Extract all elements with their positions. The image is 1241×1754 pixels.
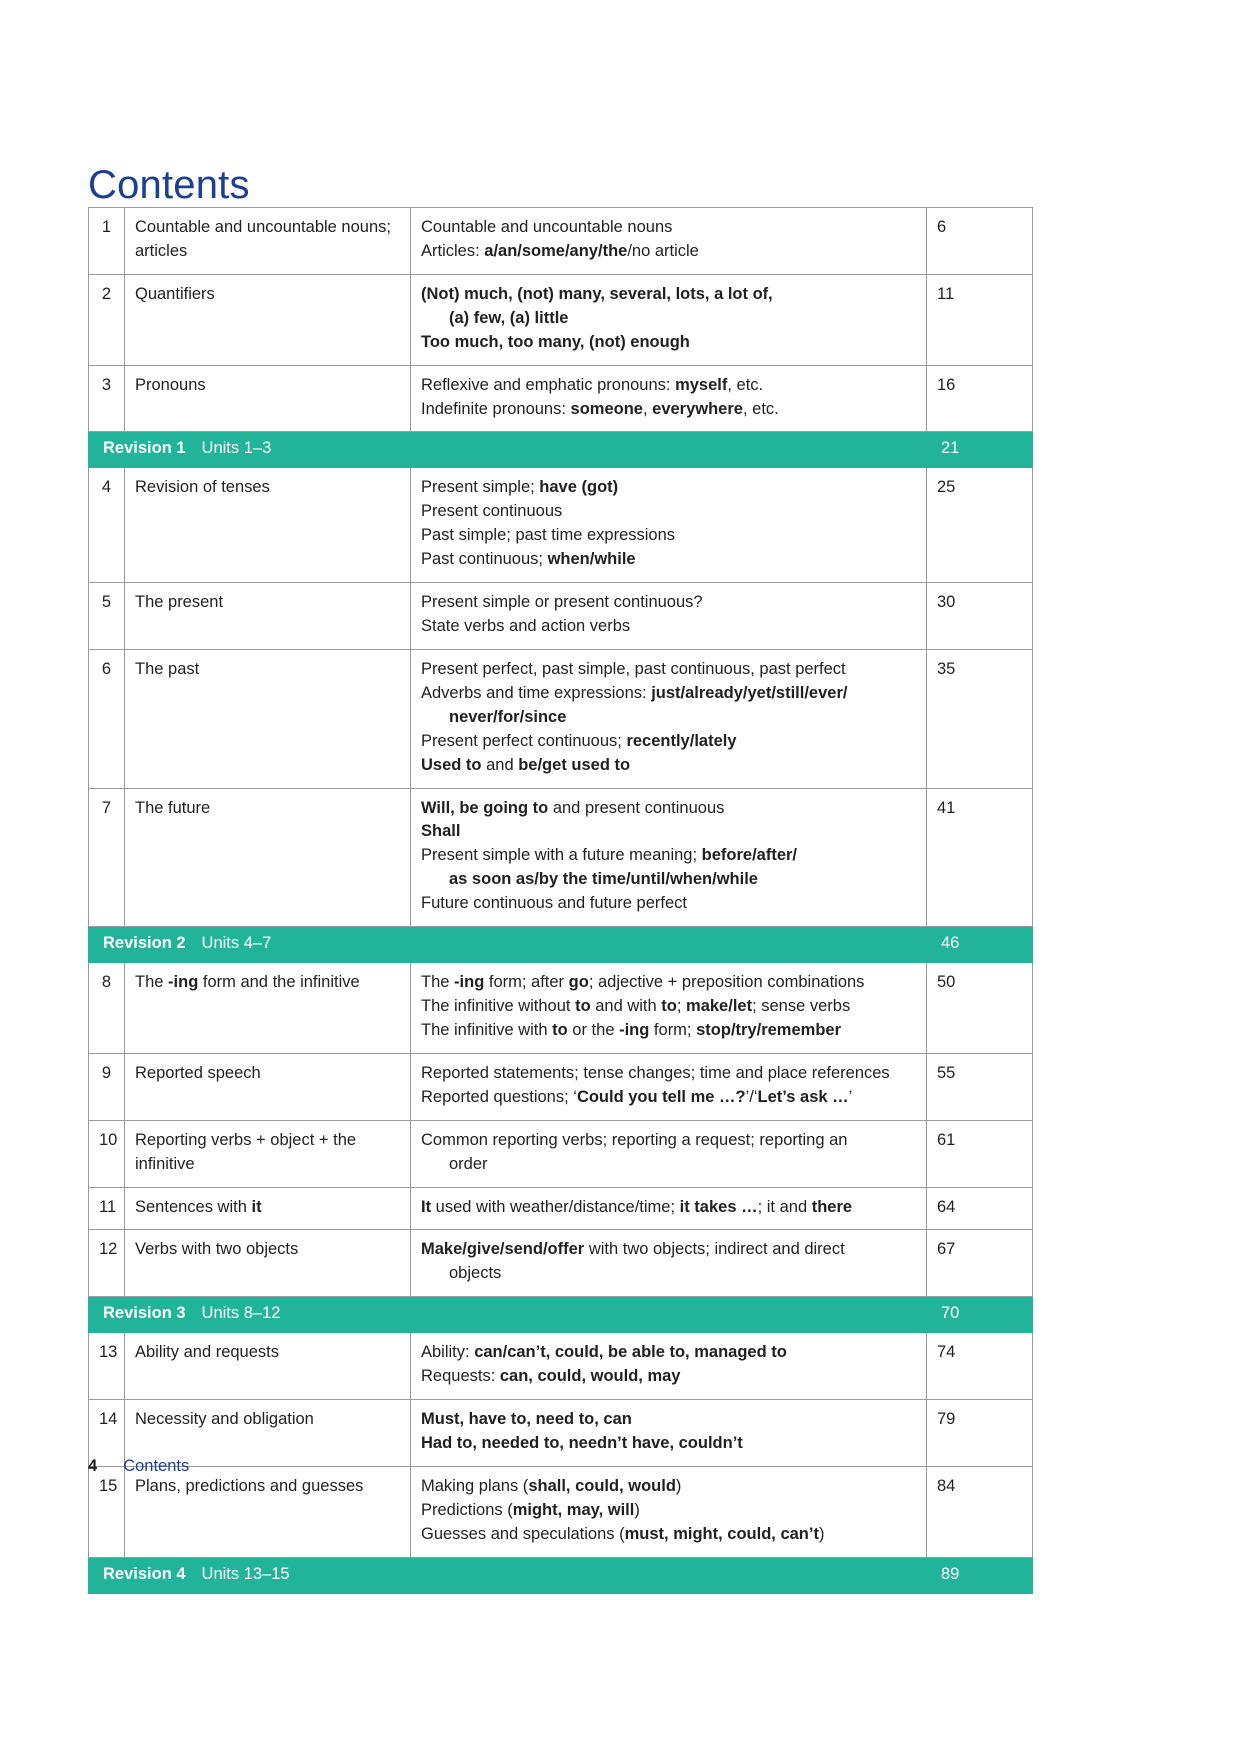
- unit-number: 12: [89, 1230, 125, 1297]
- contents-table: [88, 207, 1033, 1594]
- unit-row: [89, 274, 1033, 365]
- contents-table-body: [89, 208, 1033, 1594]
- unit-row: [89, 1230, 1033, 1297]
- unit-page-number: 16: [927, 365, 1033, 432]
- unit-number: 2: [89, 274, 125, 365]
- unit-row: [89, 365, 1033, 432]
- unit-topic: Reporting verbs + object + the infinitive: [125, 1120, 411, 1187]
- unit-description: Present perfect, past simple, past continuous, past perfect Adverbs and time expressions: just/already/yet/still/ever/ never/for/since Present perfect continuous; recently/lately Used to and be/get used to: [411, 649, 927, 788]
- unit-page-number: 30: [927, 583, 1033, 650]
- revision-spacer: [411, 927, 927, 963]
- unit-row: [89, 649, 1033, 788]
- unit-topic: The future: [125, 788, 411, 927]
- unit-row: [89, 468, 1033, 583]
- unit-page-number: 55: [927, 1053, 1033, 1120]
- unit-number: 4: [89, 468, 125, 583]
- unit-row: [89, 1400, 1033, 1467]
- revision-label: [89, 1557, 411, 1593]
- unit-description: Present simple or present continuous? State verbs and action verbs: [411, 583, 927, 650]
- revision-spacer: [411, 1297, 927, 1333]
- unit-page-number: 74: [927, 1333, 1033, 1400]
- unit-number: 13: [89, 1333, 125, 1400]
- unit-page-number: 67: [927, 1230, 1033, 1297]
- footer-label: Contents: [123, 1457, 190, 1475]
- revision-label: [89, 432, 411, 468]
- unit-topic: Quantifiers: [125, 274, 411, 365]
- revision-page-number: 89: [927, 1557, 1033, 1593]
- unit-description: It used with weather/distance/time; it takes …; it and there: [411, 1187, 927, 1230]
- unit-row: [89, 963, 1033, 1054]
- unit-page-number: 84: [927, 1466, 1033, 1557]
- unit-description: Reflexive and emphatic pronouns: myself, etc. Indefinite pronouns: someone, everywhere, etc.: [411, 365, 927, 432]
- unit-topic: The -ing form and the infinitive: [125, 963, 411, 1054]
- unit-description: Common reporting verbs; reporting a request; reporting an order: [411, 1120, 927, 1187]
- unit-number: 1: [89, 208, 125, 275]
- revision-page-number: 46: [927, 927, 1033, 963]
- unit-description: Must, have to, need to, can Had to, needed to, needn’t have, couldn’t: [411, 1400, 927, 1467]
- revision-page-number: 21: [927, 432, 1033, 468]
- unit-row: [89, 1120, 1033, 1187]
- unit-topic: Pronouns: [125, 365, 411, 432]
- unit-page-number: 41: [927, 788, 1033, 927]
- unit-topic: Reported speech: [125, 1053, 411, 1120]
- unit-topic: Revision of tenses: [125, 468, 411, 583]
- unit-row: [89, 208, 1033, 275]
- unit-description: Making plans (shall, could, would) Predictions (might, may, will) Guesses and speculations (must, might, could, can’t): [411, 1466, 927, 1557]
- revision-units: Units 8–12: [201, 1304, 281, 1323]
- revision-units: Units 13–15: [201, 1564, 290, 1583]
- unit-description: Countable and uncountable nouns Articles: a/an/some/any/the/no article: [411, 208, 927, 275]
- revision-name: Revision 3: [103, 1304, 186, 1323]
- unit-description: Reported statements; tense changes; time and place references Reported questions; ‘Could you tell me …?’/‘Let’s ask …’: [411, 1053, 927, 1120]
- revision-row: [89, 927, 1033, 963]
- unit-topic: Plans, predictions and guesses: [125, 1466, 411, 1557]
- unit-description: (Not) much, (not) many, several, lots, a lot of, (a) few, (a) little Too much, too many, (not) enough: [411, 274, 927, 365]
- unit-page-number: 50: [927, 963, 1033, 1054]
- revision-spacer: [411, 1557, 927, 1593]
- revision-units: Units 1–3: [201, 439, 272, 458]
- unit-row: [89, 1187, 1033, 1230]
- unit-number: 9: [89, 1053, 125, 1120]
- unit-topic: Ability and requests: [125, 1333, 411, 1400]
- unit-topic: The past: [125, 649, 411, 788]
- revision-row: [89, 432, 1033, 468]
- unit-page-number: 61: [927, 1120, 1033, 1187]
- unit-row: [89, 1333, 1033, 1400]
- unit-page-number: 35: [927, 649, 1033, 788]
- revision-name: Revision 2: [103, 934, 186, 953]
- unit-page-number: 25: [927, 468, 1033, 583]
- unit-page-number: 79: [927, 1400, 1033, 1467]
- unit-topic: Countable and uncountable nouns; articles: [125, 208, 411, 275]
- revision-units: Units 4–7: [201, 934, 272, 953]
- unit-row: [89, 788, 1033, 927]
- unit-number: 14: [89, 1400, 125, 1467]
- revision-row: [89, 1557, 1033, 1593]
- footer-page-number: 4: [88, 1457, 98, 1475]
- revision-spacer: [411, 432, 927, 468]
- unit-number: 10: [89, 1120, 125, 1187]
- unit-description: Ability: can/can’t, could, be able to, managed to Requests: can, could, would, may: [411, 1333, 927, 1400]
- unit-number: 11: [89, 1187, 125, 1230]
- unit-topic: The present: [125, 583, 411, 650]
- unit-description: Present simple; have (got) Present continuous Past simple; past time expressions Past continuous; when/while: [411, 468, 927, 583]
- unit-page-number: 11: [927, 274, 1033, 365]
- unit-number: 15: [89, 1466, 125, 1557]
- unit-description: Will, be going to and present continuous Shall Present simple with a future meaning; before/after/ as soon as/by the time/until/when/while Future continuous and future perfect: [411, 788, 927, 927]
- revision-name: Revision 1: [103, 439, 186, 458]
- unit-description: Make/give/send/offer with two objects; indirect and direct objects: [411, 1230, 927, 1297]
- unit-number: 3: [89, 365, 125, 432]
- unit-row: [89, 1053, 1033, 1120]
- unit-number: 5: [89, 583, 125, 650]
- page-footer: [88, 1457, 189, 1476]
- unit-topic: Verbs with two objects: [125, 1230, 411, 1297]
- revision-name: Revision 4: [103, 1564, 186, 1583]
- revision-row: [89, 1297, 1033, 1333]
- unit-topic: Sentences with it: [125, 1187, 411, 1230]
- page-title: Contents: [88, 162, 250, 207]
- unit-row: [89, 1466, 1033, 1557]
- unit-page-number: 6: [927, 208, 1033, 275]
- unit-number: 7: [89, 788, 125, 927]
- unit-description: The -ing form; after go; adjective + preposition combinations The infinitive without to and with to; make/let; sense verbs The infinitive with to or the -ing form; stop/try/remember: [411, 963, 927, 1054]
- unit-number: 6: [89, 649, 125, 788]
- unit-topic: Necessity and obligation: [125, 1400, 411, 1467]
- unit-page-number: 64: [927, 1187, 1033, 1230]
- revision-label: [89, 927, 411, 963]
- unit-row: [89, 583, 1033, 650]
- revision-label: [89, 1297, 411, 1333]
- revision-page-number: 70: [927, 1297, 1033, 1333]
- unit-number: 8: [89, 963, 125, 1054]
